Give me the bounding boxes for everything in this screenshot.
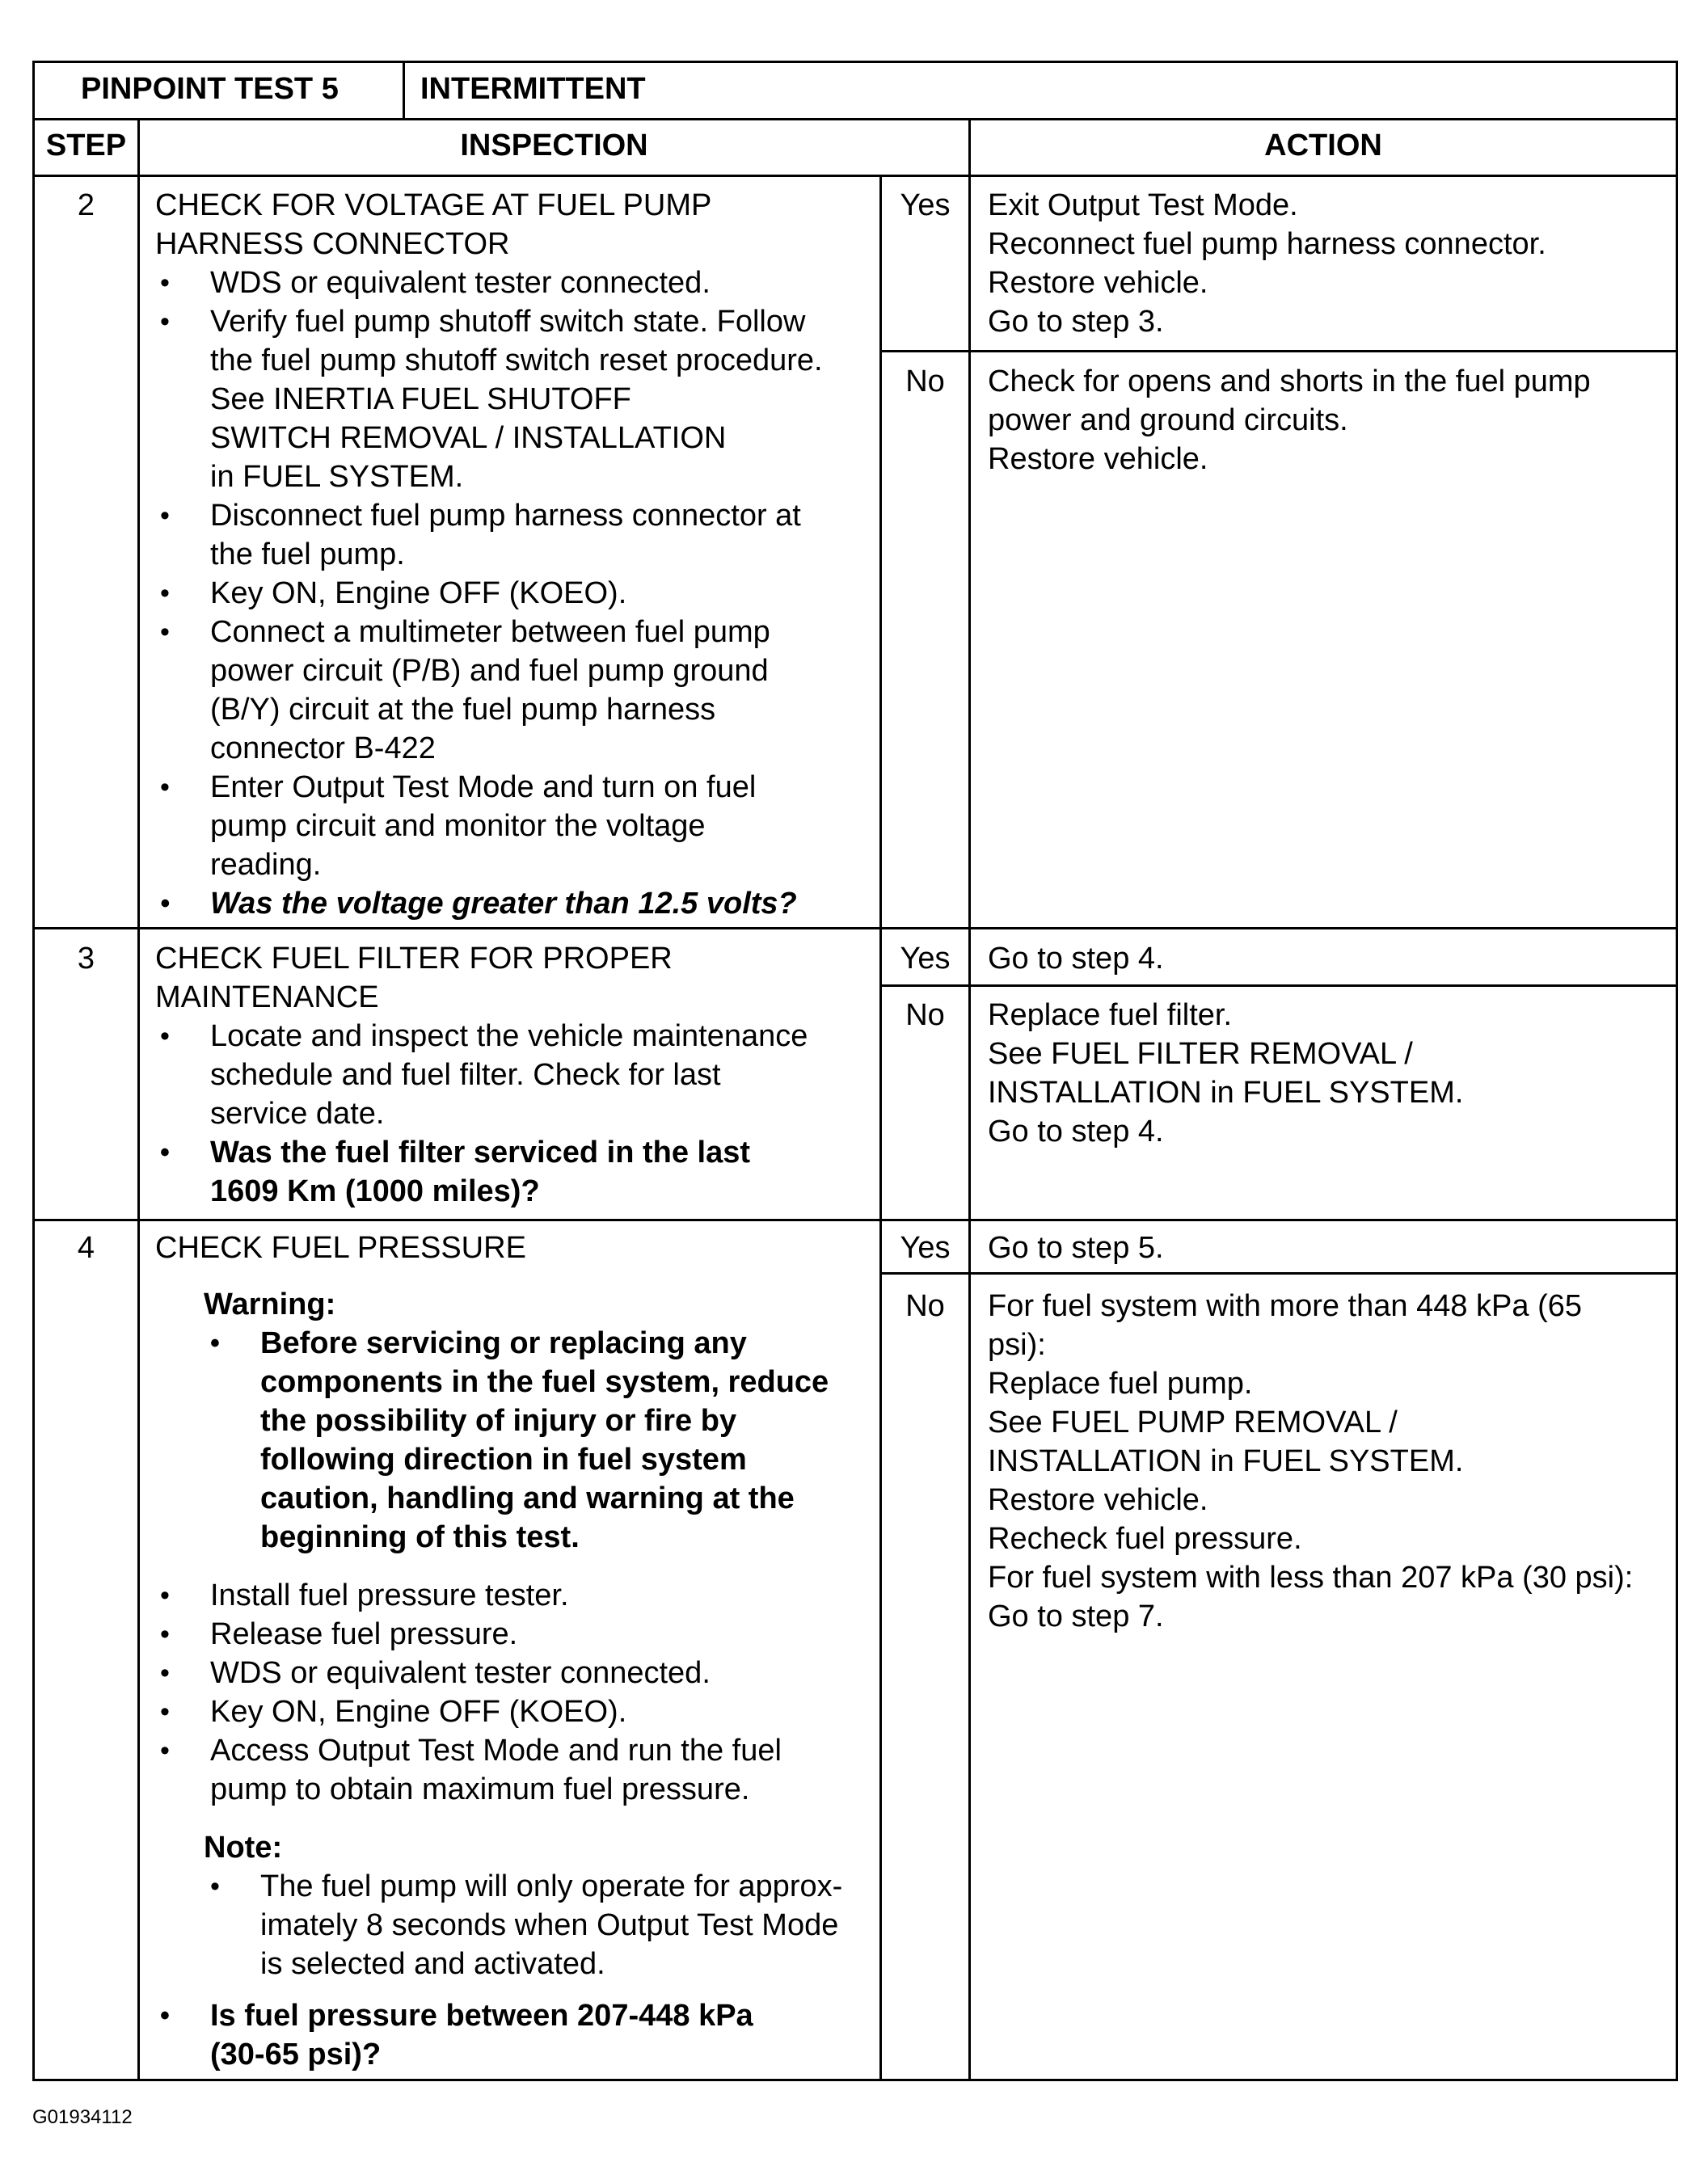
yes-label: Yes bbox=[900, 188, 951, 222]
list-item: • Install fuel pressure tester. bbox=[154, 1576, 782, 1615]
warning-label: Warning: bbox=[204, 1288, 336, 1321]
step2-title bbox=[155, 186, 711, 263]
yes-label: Yes bbox=[900, 1231, 951, 1265]
list-item: • Key ON, Engine OFF (KOEO). bbox=[154, 1692, 782, 1731]
list-item: • Was the fuel filter serviced in the last 1609 Km (1000 miles)? bbox=[154, 1133, 808, 1211]
step3-title: CHECK FUEL FILTER FOR PROPER MAINTENANCE bbox=[155, 942, 673, 1014]
note-text bbox=[204, 1867, 842, 1983]
step3-bullets bbox=[154, 1017, 808, 1211]
no-label: No bbox=[905, 1289, 945, 1323]
list-item: • Verify fuel pump shutoff switch state. Follow the fuel pump shutoff switch reset procedure. See INERTIA FUEL SHUTOFF SWITCH REMOVAL / INSTALLATION in FUEL SYSTEM. bbox=[154, 302, 823, 496]
step-number: 2 bbox=[77, 188, 95, 222]
col-header-step: STEP bbox=[45, 129, 127, 162]
list-item: • Disconnect fuel pump harness connector at the fuel pump. bbox=[154, 496, 823, 574]
list-item: • Access Output Test Mode and run the fuel pump to obtain maximum fuel pressure. bbox=[154, 1731, 782, 1809]
step3-yes-action: Go to step 4. bbox=[988, 942, 1164, 976]
list-item bbox=[154, 884, 823, 923]
step3-no-action: Replace fuel filter. See FUEL FILTER REMOVAL / INSTALLATION in FUEL SYSTEM. Go to step 4. bbox=[988, 998, 1464, 1149]
column-header-divider bbox=[32, 175, 1678, 177]
step2-title-line: HARNESS CONNECTOR bbox=[155, 227, 510, 261]
col-header-action: ACTION bbox=[1264, 129, 1382, 162]
step2-title-line: CHECK FOR VOLTAGE AT FUEL PUMP bbox=[155, 188, 712, 222]
list-item: • Locate and inspect the vehicle maintenance schedule and fuel filter. Check for last service date. bbox=[154, 1017, 808, 1133]
step2-yes-action: Exit Output Test Mode. Reconnect fuel pump harness connector. Restore vehicle. Go to step 3. bbox=[988, 188, 1546, 339]
list-item: • The fuel pump will only operate for approx- imately 8 seconds when Output Test Mode is selected and activated. bbox=[204, 1867, 842, 1983]
test-label: PINPOINT TEST 5 bbox=[81, 72, 339, 106]
list-item: • Before servicing or replacing any components in the fuel system, reduce the possibility of injury or fire by following direction in fuel system caution, handling and warning at the beginning of this test. bbox=[204, 1324, 829, 1557]
step4-no-action: For fuel system with more than 448 kPa (65 psi): Replace fuel pump. See FUEL PUMP REMOVAL / INSTALLATION in FUEL SYSTEM. Restore vehicle. Recheck fuel pressure. For fuel system with less than 207 kPa (30 psi): Go to step 7. bbox=[988, 1289, 1634, 1633]
step2-bullets bbox=[154, 263, 823, 923]
step4-yes-no-divider bbox=[879, 1272, 1678, 1275]
step3-yes-no-divider bbox=[879, 984, 1678, 987]
list-item: • Release fuel pressure. bbox=[154, 1615, 782, 1654]
list-item: • Enter Output Test Mode and turn on fuel pump circuit and monitor the voltage reading. bbox=[154, 768, 823, 884]
step4-bullets bbox=[154, 1576, 782, 1809]
list-item: • Is fuel pressure between 207-448 kPa (30-65 psi)? bbox=[154, 1996, 753, 2074]
list-item: • Key ON, Engine OFF (KOEO). bbox=[154, 574, 823, 613]
step2-no-action: Check for opens and shorts in the fuel pump power and ground circuits. Restore vehicle. bbox=[988, 365, 1591, 476]
step2-question: • Was the voltage greater than 12.5 volts? bbox=[210, 887, 797, 921]
no-label: No bbox=[905, 998, 945, 1032]
step2-yes-no-divider bbox=[879, 350, 1678, 352]
yesno-column-divider bbox=[879, 175, 882, 2081]
warning-text bbox=[204, 1324, 829, 1557]
step-column-divider bbox=[137, 118, 140, 2081]
step2-bottom-divider bbox=[32, 927, 1678, 929]
action-column-divider bbox=[968, 118, 971, 2081]
note-label: Note: bbox=[204, 1831, 283, 1865]
step4-yes-action: Go to step 5. bbox=[988, 1231, 1164, 1265]
header-divider bbox=[32, 118, 1678, 120]
no-label: No bbox=[905, 365, 945, 398]
list-item: • Connect a multimeter between fuel pump power circuit (P/B) and fuel pump ground (B/Y) circuit at the fuel pump harness connector B-422 bbox=[154, 613, 823, 768]
col-header-inspection: INSPECTION bbox=[460, 129, 648, 162]
step4-question bbox=[154, 1996, 753, 2074]
figure-id: G01934112 bbox=[32, 2106, 133, 2128]
step3-bottom-divider bbox=[32, 1219, 1678, 1221]
title-divider bbox=[403, 61, 405, 120]
yes-label: Yes bbox=[900, 942, 951, 976]
list-item: • WDS or equivalent tester connected. bbox=[154, 1654, 782, 1692]
step-number: 3 bbox=[77, 942, 95, 976]
test-name: INTERMITTENT bbox=[420, 72, 646, 106]
list-item: • WDS or equivalent tester connected. bbox=[154, 263, 823, 302]
step-number: 4 bbox=[77, 1231, 95, 1265]
step4-title: CHECK FUEL PRESSURE bbox=[155, 1231, 526, 1265]
